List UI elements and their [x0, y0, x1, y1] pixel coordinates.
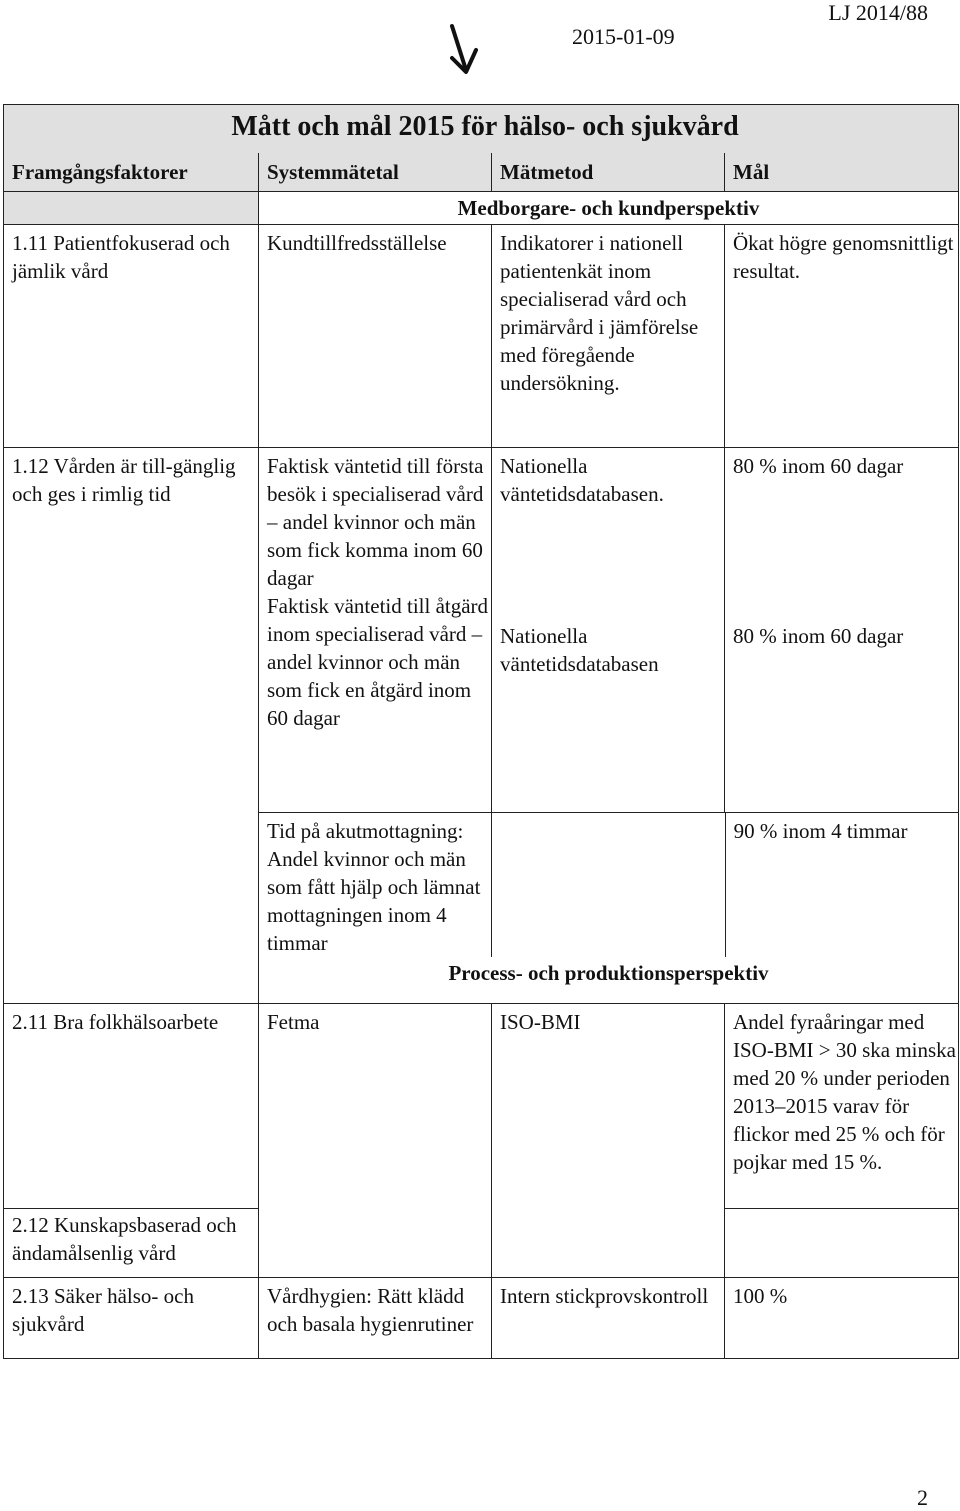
system-metric-cell: Tid på akutmottagning: Andel kvinnor och män som fått hjälp och lämnat mottagningen inom 4 timmar [259, 813, 492, 957]
goal-cell: 80 % inom 60 dagar [725, 448, 959, 623]
metric-text: Faktisk väntetid till första besök i specialiserad vård – andel kvinnor och män som fick komma inom 60 dagar [267, 454, 484, 590]
success-factor-cell: 2.12 Kunskapsbaserad och ändamålsenlig vård [4, 1209, 259, 1278]
metric-text: Faktisk väntetid till åtgärd inom specialiserad vård – andel kvinnor och män som fick en åtgärd inom 60 dagar [267, 594, 489, 730]
goal-cell: 100 % [725, 1278, 959, 1359]
handwritten-arrow-icon [444, 20, 484, 85]
section-heading-process: Process- och produktionsperspektiv [448, 961, 769, 985]
goal-cell: Ökat högre genomsnittligt resultat. [725, 225, 959, 448]
section-heading-citizen: Medborgare- och kundperspektiv [259, 192, 959, 225]
success-factor-cell: 1.12 Vården är till-gänglig och ges i rimlig tid [4, 448, 259, 1004]
table-row [4, 448, 959, 623]
success-factor-cell: 1.11 Patientfokuserad och jämlik vård [4, 225, 259, 448]
measurement-method-cell: ISO-BMI [492, 1004, 725, 1278]
measurement-method-cell: Nationella väntetidsdatabasen. [492, 448, 725, 623]
measurement-method-cell [492, 813, 725, 957]
goal-cell: Andel fyraåringar med ISO-BMI > 30 ska minska med 20 % under perioden 2013–2015 varav för flickor med 25 % och för pojkar med 15 %. [725, 1004, 959, 1209]
emergency-row-container [259, 813, 959, 1004]
system-metric-cell: Vårdhygien: Rätt klädd och basala hygienrutiner [259, 1278, 492, 1359]
table-row [4, 1278, 959, 1359]
document-date: 2015-01-09 [572, 24, 675, 49]
measurement-method-cell: Intern stickprovskontroll [492, 1278, 725, 1359]
column-header-metric: Systemmätetal [259, 153, 492, 192]
system-metric-cell: Kundtillfredsställelse [259, 225, 492, 448]
goals-table [3, 104, 959, 1359]
measurement-method-cell: Nationella väntetidsdatabasen [492, 622, 725, 813]
goal-cell: 90 % inom 4 timmar [733, 819, 908, 843]
measurement-method-cell: Indikatorer i nationell patientenkät inom specialiserad vård och primärvård i jämförelse med föregående undersökning. [492, 225, 725, 448]
column-header-method: Mätmetod [492, 153, 725, 192]
section-spacer [4, 192, 259, 225]
column-header-goal: Mål [725, 153, 959, 192]
system-metric-cell [259, 448, 492, 813]
document-reference: LJ 2014/88 [828, 0, 928, 25]
goal-cell [725, 1209, 959, 1278]
success-factor-cell: 2.11 Bra folkhälsoarbete [4, 1004, 259, 1209]
table-title: Mått och mål 2015 för hälso- och sjukvård [4, 105, 959, 154]
system-metric-cell: Fetma [259, 1004, 492, 1278]
table-row [4, 1004, 959, 1209]
table-row [4, 225, 959, 448]
success-factor-cell: 2.13 Säker hälso- och sjukvård [4, 1278, 259, 1359]
goal-cell: 80 % inom 60 dagar [725, 622, 959, 813]
column-header-factor: Framgångsfaktorer [4, 153, 259, 192]
page-number: 2 [917, 1485, 928, 1510]
